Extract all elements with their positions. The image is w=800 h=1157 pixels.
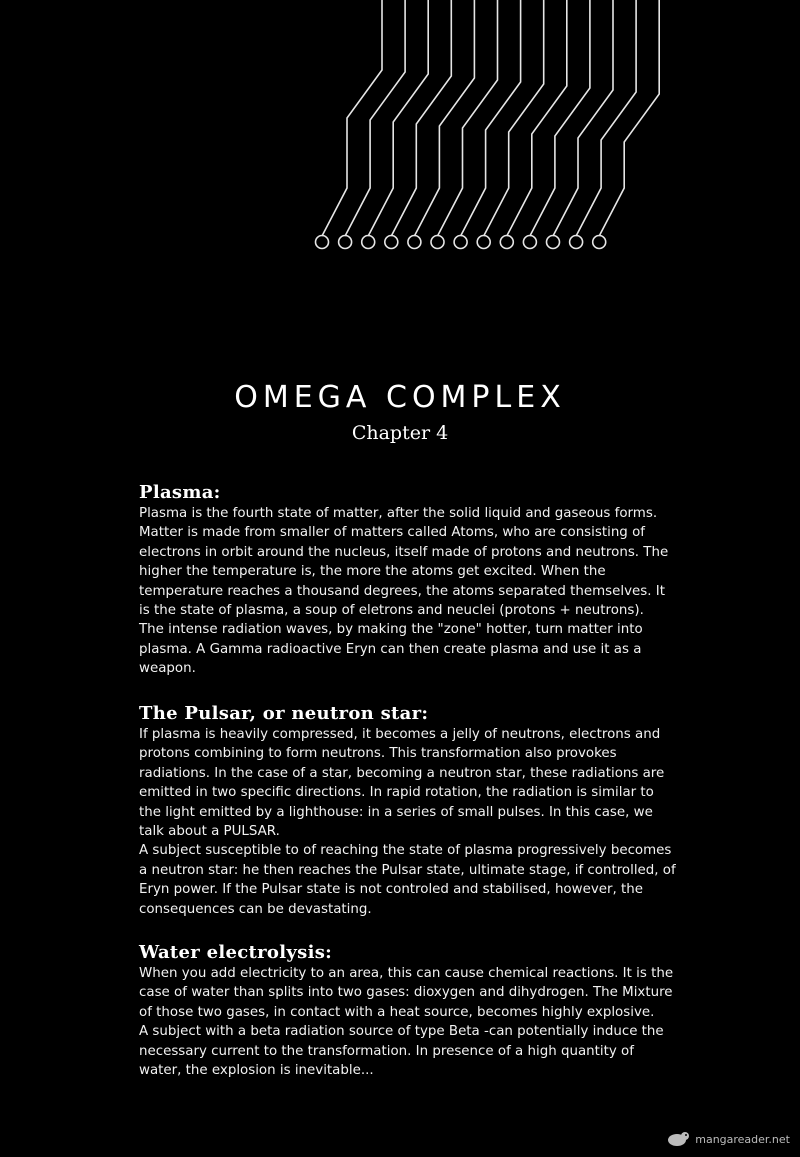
circuit-trace [484,0,544,236]
circuit-trace [391,0,451,236]
text-line: electrons in orbit around the nucleus, itself made of protons and neutrons. The [139,544,669,560]
watermark-text: mangareader.net [695,1132,790,1146]
text-line: talk about a PULSAR. [139,824,280,840]
circuit-node [385,236,398,249]
text-line: water, the explosion is inevitable... [139,1063,374,1079]
chapter-label: Chapter 4 [351,422,449,444]
circuit-node [454,236,467,249]
section-plasma [139,482,729,679]
circuit-node [593,236,606,249]
circuit-trace [530,0,590,236]
text-line: protons combining to form neutrons. This transformation also provokes [139,746,617,762]
circuit-node [316,236,329,249]
text-line: the light emitted by a lighthouse: in a series of small pulses. In this case, we [139,804,653,820]
circuit-node [523,236,536,249]
text-line: A subject with a beta radiation source of type Beta -can potentially induce the [139,1024,664,1040]
circuit-node [570,236,583,249]
circuit-node [547,236,560,249]
circuit-trace [576,0,636,236]
circuit-trace [368,0,428,236]
circuit-node [362,236,375,249]
text-line: The intense radiation waves, by making the "zone" hotter, turn matter into [139,622,643,638]
mascot-logo-icon [665,1131,691,1147]
text-line: emitted in two specific directions. In rapid rotation, the radiation is similar to [139,785,654,801]
circuit-trace [507,0,567,236]
text-line: When you add electricity to an area, this can cause chemical reactions. It is the [139,966,674,981]
text-line: Eryn power. If the Pulsar state is not controled and stabilised, however, the [139,882,643,898]
text-line: case of water than splits into two gases: dioxygen and dihydrogen. The Mixture [139,985,673,1001]
text-line: consequences can be devastating. [139,901,372,917]
circuit-trace [599,0,659,236]
text-line: necessary current to the transformation. In presence of a high quantity of [139,1043,634,1059]
circuit-node [500,236,513,249]
circuit-node [408,236,421,249]
section-body [139,504,729,679]
circuit-trace [322,0,382,236]
text-line: a neutron star: he then reaches the Pulsar state, ultimate stage, if controlled, of [139,862,676,878]
section-heading: Plasma: [139,482,221,503]
text-line: higher the temperature is, the more the atoms get excited. When the [139,564,606,580]
circuit-trace [414,0,474,236]
text-line: weapon. [139,661,196,677]
text-line: plasma. A Gamma radioactive Eryn can then create plasma and use it as a [139,641,642,657]
text-line: is the state of plasma, a soup of eletrons and neuclei (protons + neutrons). [139,603,644,619]
text-line: Matter is made from smaller of matters called Atoms, who are consisting of [139,525,645,541]
page-title: OMEGA COMPLEX [234,380,566,415]
circuit-node [339,236,352,249]
section-water-electrolysis [139,942,729,1080]
text-line: radiations. In the case of a star, becoming a neutron star, these radiations are [139,765,665,781]
text-line: A subject susceptible to of reaching the state of plasma progressively becomes [139,843,672,859]
text-line: temperature reaches a thousand degrees, the atoms separated themselves. It [139,583,665,599]
text-line: If plasma is heavily compressed, it becomes a jelly of neutrons, electrons and [139,727,661,742]
circuit-node [477,236,490,249]
circuit-trace [438,0,498,236]
circuit-node [431,236,444,249]
section-body [139,964,729,1080]
circuit-trace [553,0,613,236]
section-body [139,725,729,919]
circuit-lines-decoration [0,0,800,260]
section-heading: The Pulsar, or neutron star: [139,703,429,724]
site-watermark [665,1131,790,1147]
section-pulsar [139,703,729,919]
section-heading: Water electrolysis: [139,942,333,963]
text-line: of those two gases, in contact with a heat source, becomes highly explosive. [139,1004,655,1020]
text-line: Plasma is the fourth state of matter, after the solid liquid and gaseous forms. [139,506,658,521]
